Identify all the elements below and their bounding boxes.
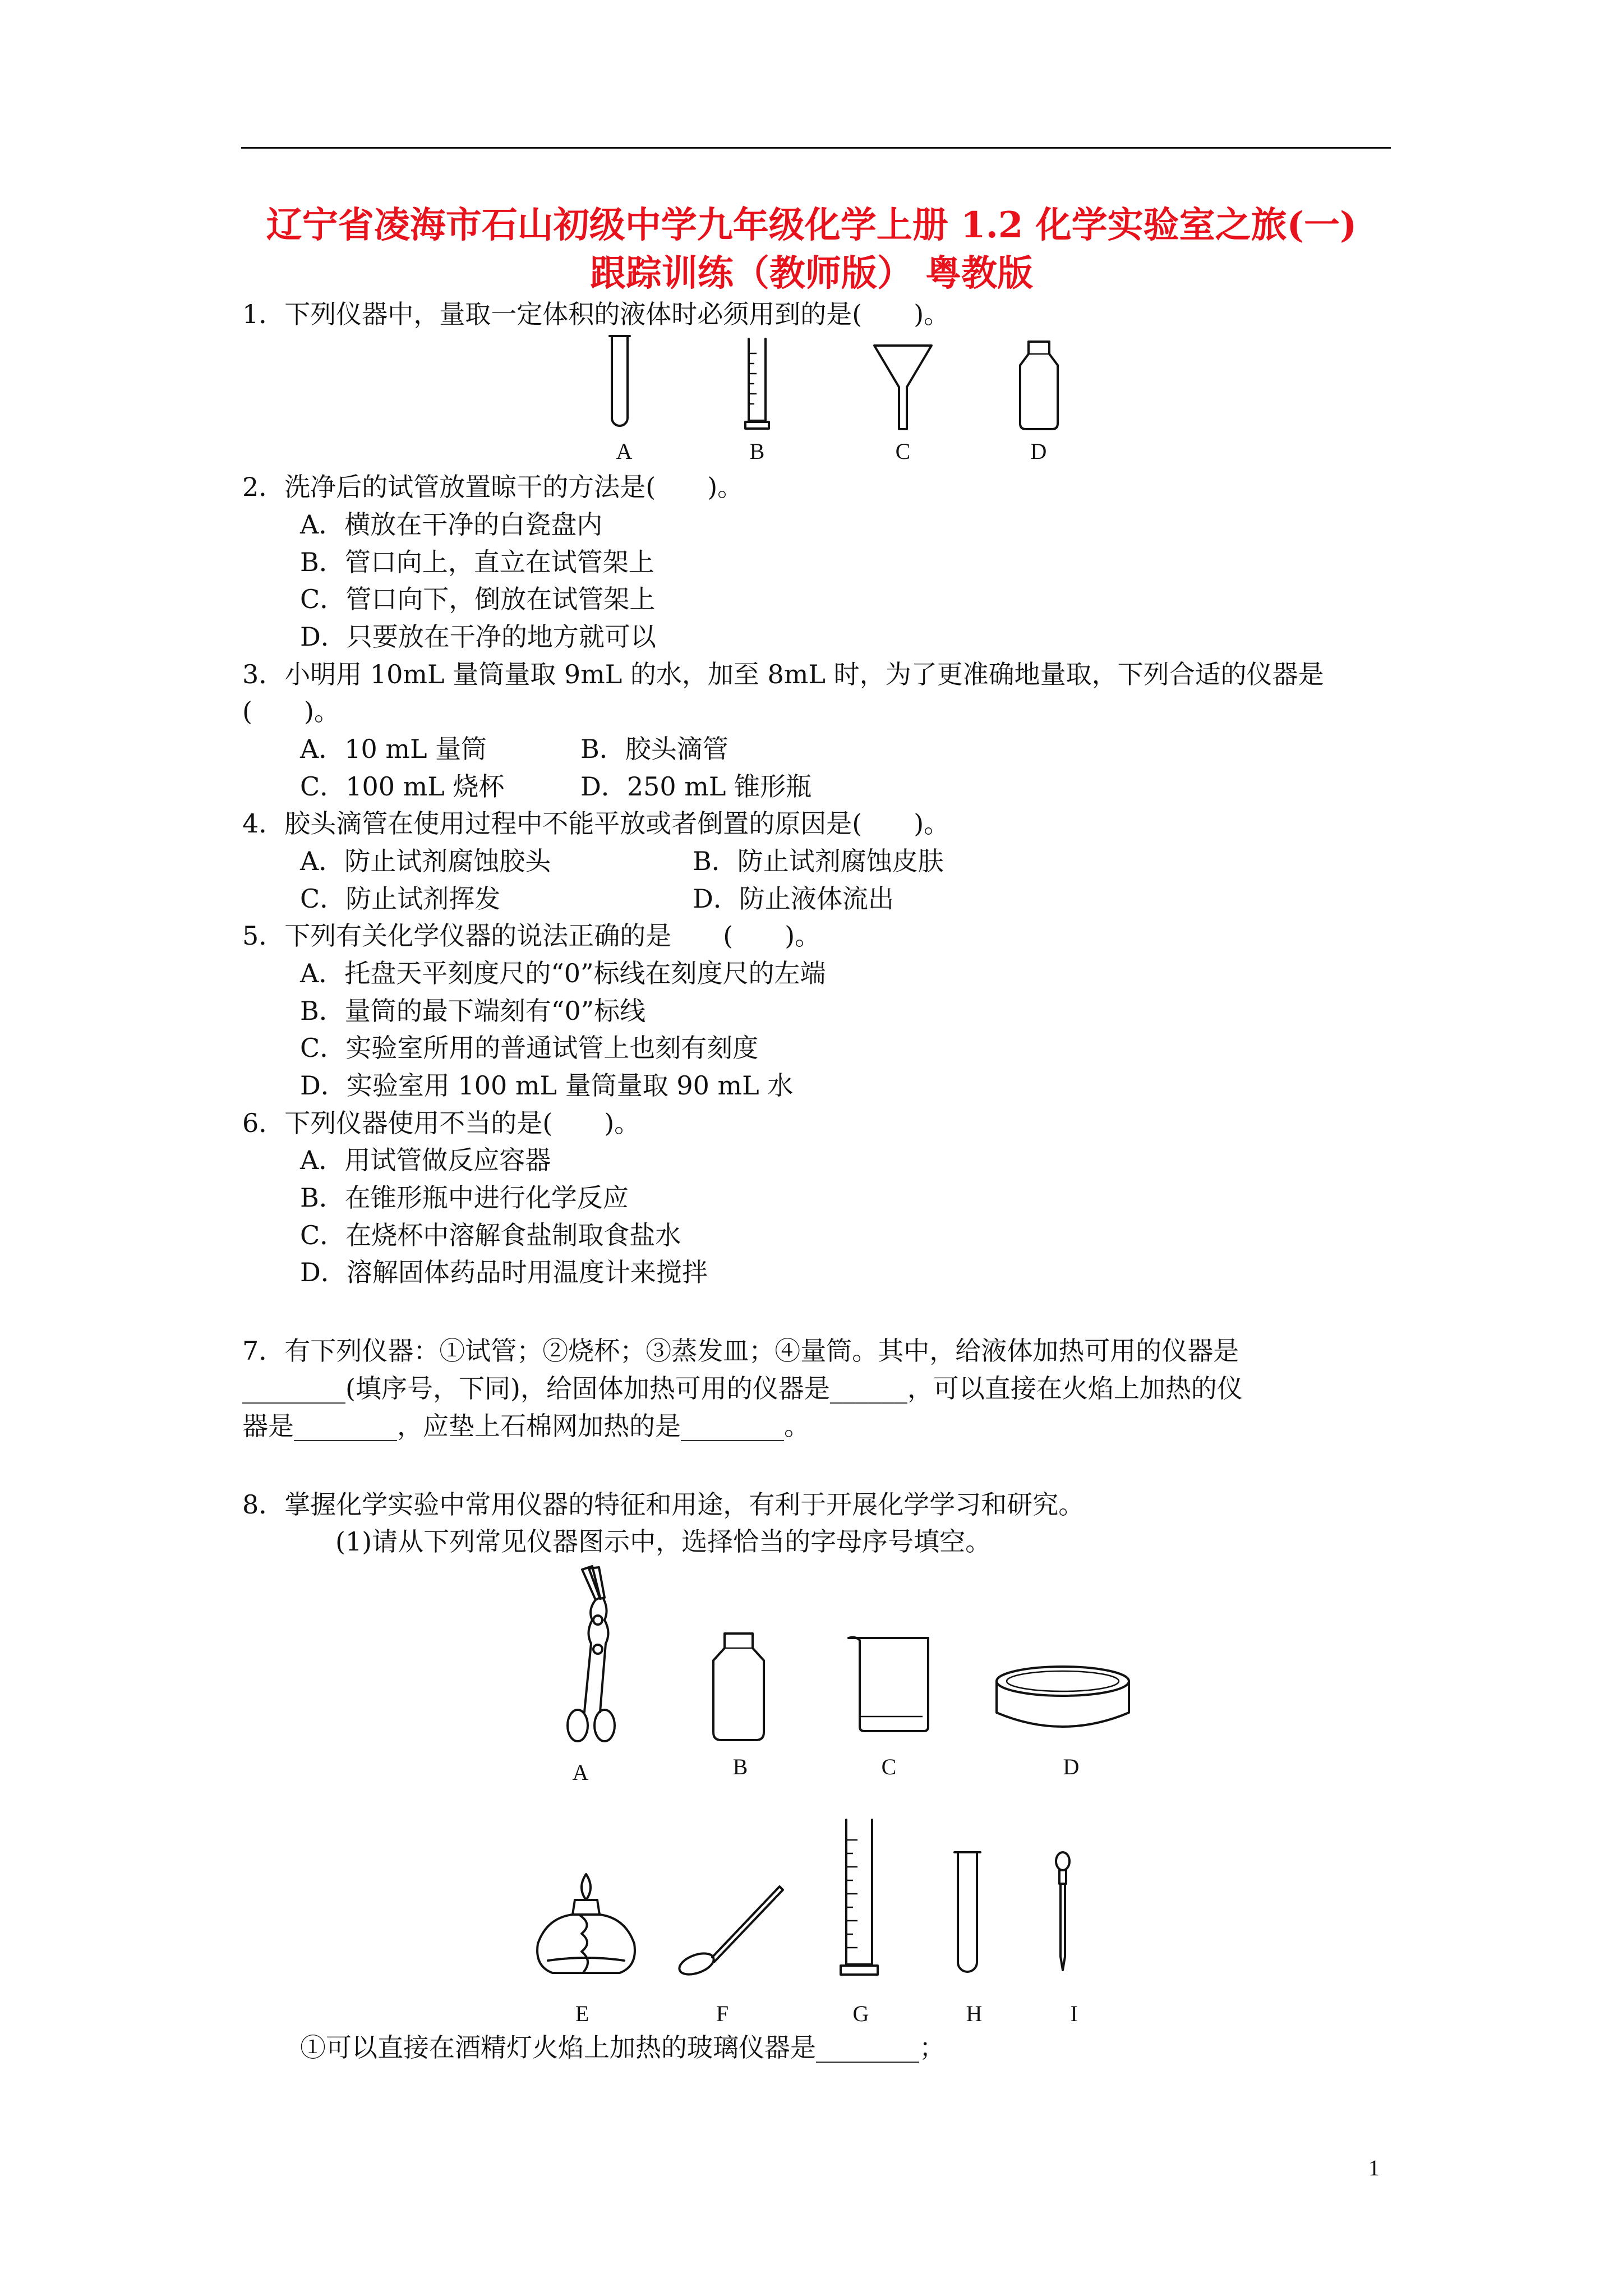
header-rule xyxy=(241,147,1391,149)
wide-mouth-bottle-icon xyxy=(1015,339,1063,432)
q5-stem: 5．下列有关化学仪器的说法正确的是 ( )。 xyxy=(242,921,821,951)
test-tube-icon xyxy=(608,334,631,432)
q2-option: B．管口向上，直立在试管架上 xyxy=(300,547,654,577)
q1-figure-label: A xyxy=(616,439,633,464)
q2-option: D．只要放在干净的地方就可以 xyxy=(300,622,656,652)
q2-option: A．横放在干净的白瓷盘内 xyxy=(300,509,603,540)
q3-option: B．胶头滴管 xyxy=(580,734,728,764)
beaker-icon xyxy=(844,1632,934,1733)
document-title-line2: 跟踪训练（教师版） 粤教版 xyxy=(589,252,1034,295)
q5-option: D．实验室用 100 mL 量筒量取 90 mL 水 xyxy=(300,1070,794,1101)
q2-option: C．管口向下，倒放在试管架上 xyxy=(300,584,656,614)
q8-figure-label: A xyxy=(572,1760,589,1785)
wide-mouth-bottle-icon xyxy=(708,1631,769,1743)
q3-stem: 3．小明用 10mL 量筒量取 9mL 的水，加至 8mL 时，为了更准确地量取，下列合适的仪器是 xyxy=(242,659,1324,689)
q8-sub1: (1)请从下列常见仪器图示中，选择恰当的字母序号填空。 xyxy=(335,1526,992,1557)
q8-figure-label: D xyxy=(1063,1754,1080,1779)
q3-option: C．100 mL 烧杯 xyxy=(300,771,505,802)
q8-stem: 8．掌握化学实验中常用仪器的特征和用途，有利于开展化学学习和研究。 xyxy=(242,1489,1085,1520)
q7-line1: 7．有下列仪器：①试管；②烧杯；③蒸发皿；④量筒。其中，给液体加热可用的仪器是 xyxy=(242,1336,1239,1366)
q8-figure-label: B xyxy=(732,1754,748,1779)
q1-figure-label: D xyxy=(1030,439,1047,464)
medicine-spoon-icon xyxy=(673,1882,785,1977)
evaporating-dish-icon xyxy=(993,1663,1133,1733)
graduated-cylinder-icon xyxy=(838,1818,880,1977)
page-number: 1 xyxy=(1368,2155,1380,2180)
q8-figure-label: I xyxy=(1070,2001,1078,2026)
q6-stem: 6．下列仪器使用不当的是( )。 xyxy=(242,1108,640,1138)
q8-figure-label: C xyxy=(881,1754,897,1779)
q8-figure-label: E xyxy=(575,2001,589,2026)
q3-stem-continued: ( )。 xyxy=(242,696,340,726)
q7-line2: ________(填序号，下同)，给固体加热可用的仪器是______，可以直接在火焰上加热的仪 xyxy=(242,1373,1243,1404)
q6-option: B．在锥形瓶中进行化学反应 xyxy=(300,1182,629,1213)
q5-option: C．实验室所用的普通试管上也刻有刻度 xyxy=(300,1033,759,1063)
document-title-line1: 辽宁省凌海市石山初级中学九年级化学上册 1.2 化学实验室之旅(一) xyxy=(266,204,1357,246)
q8-figure-label: F xyxy=(716,2001,729,2026)
alcohol-lamp-icon xyxy=(530,1871,642,1977)
dropper-icon xyxy=(1052,1850,1074,1973)
q1-figure-label: B xyxy=(749,439,765,464)
q6-option: D．溶解固体药品时用温度计来搅拌 xyxy=(300,1257,708,1287)
q4-option: A．防止试剂腐蚀胶头 xyxy=(300,846,551,876)
test-tube-icon xyxy=(953,1850,981,1976)
q8-item1: ①可以直接在酒精灯火焰上加热的玻璃仪器是________； xyxy=(300,2032,945,2063)
crucible-tongs-icon xyxy=(560,1565,621,1745)
q6-option: C．在烧杯中溶解食盐制取食盐水 xyxy=(300,1220,681,1250)
q7-line3: 器是________，应垫上石棉网加热的是________。 xyxy=(242,1411,810,1441)
q1-figure-label: C xyxy=(895,439,911,464)
q2-stem: 2．洗净后的试管放置晾干的方法是( )。 xyxy=(242,472,744,502)
q4-stem: 4．胶头滴管在使用过程中不能平放或者倒置的原因是( )。 xyxy=(242,808,950,839)
q4-option: B．防止试剂腐蚀皮肤 xyxy=(693,846,944,876)
funnel-icon xyxy=(872,342,934,432)
q8-figure-label: H xyxy=(966,2001,983,2026)
q4-option: D．防止液体流出 xyxy=(693,884,894,914)
q3-option: A．10 mL 量筒 xyxy=(300,734,487,764)
q6-option: A．用试管做反应容器 xyxy=(300,1145,551,1175)
q8-figure-label: G xyxy=(852,2001,869,2026)
q5-option: A．托盘天平刻度尺的“0”标线在刻度尺的左端 xyxy=(300,958,826,988)
graduated-cylinder-icon xyxy=(743,337,771,432)
q4-option: C．防止试剂挥发 xyxy=(300,884,501,914)
q3-option: D．250 mL 锥形瓶 xyxy=(580,771,812,802)
q5-option: B．量筒的最下端刻有“0”标线 xyxy=(300,996,646,1026)
q1-stem: 1．下列仪器中，量取一定体积的液体时必须用到的是( )。 xyxy=(242,299,950,329)
